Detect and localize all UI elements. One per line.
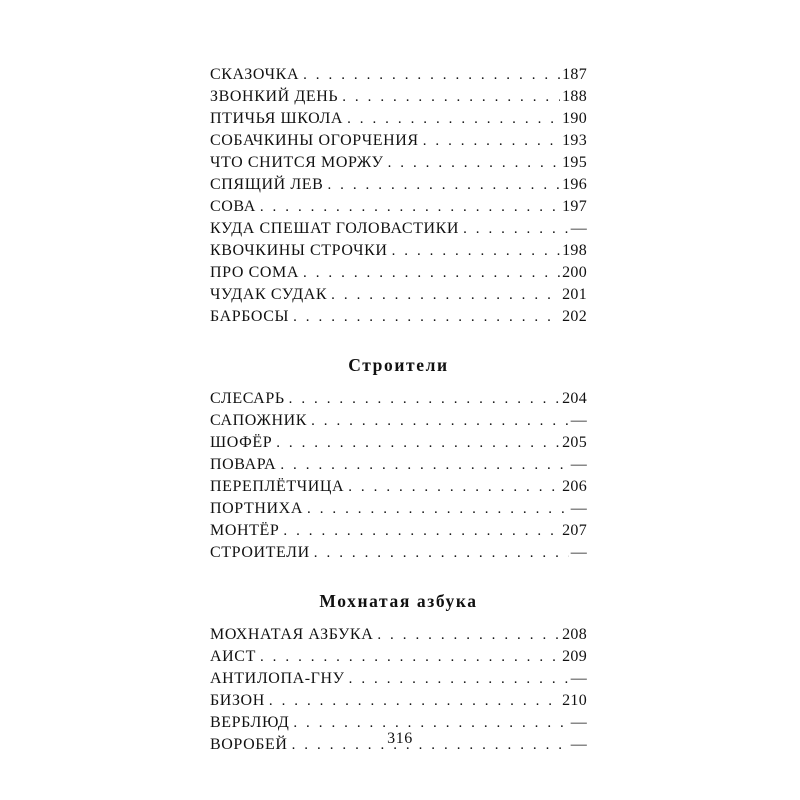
- toc-entry: [210, 542, 587, 564]
- page-number: 316: [387, 730, 413, 747]
- toc-entry: [210, 108, 587, 130]
- toc-entry-title: ПОРТНИХА: [210, 500, 303, 517]
- toc-entry-title: ПРО СОМА: [210, 264, 300, 281]
- toc-entry: [210, 240, 587, 262]
- toc-entry-title: АНТИЛОПА-ГНУ: [210, 670, 345, 687]
- toc-entry-page: —: [570, 544, 587, 561]
- toc-entry-title: ПЕРЕПЛЁТЧИЦА: [210, 478, 345, 495]
- toc-entry-title: СКАЗОЧКА: [210, 66, 300, 83]
- toc-entry-page: 200: [562, 264, 587, 281]
- toc-entry-title: САПОЖНИК: [210, 412, 308, 429]
- dot-leader: [307, 498, 569, 520]
- toc-entry-page: 190: [562, 110, 587, 127]
- toc-entry-page: 187: [562, 66, 587, 83]
- toc-entry-page: 208: [562, 626, 587, 643]
- toc-entry-page: —: [570, 412, 587, 429]
- toc-entry-page: 204: [562, 390, 587, 407]
- toc-entry: [210, 476, 587, 498]
- toc-entry-title: МОНТЁР: [210, 522, 280, 539]
- toc-entry: [210, 152, 587, 174]
- toc-entry-page: —: [570, 736, 587, 753]
- dot-leader: [377, 624, 560, 646]
- toc-entry: [210, 196, 587, 218]
- toc-entry-title: ПТИЧЬЯ ШКОЛА: [210, 110, 344, 127]
- toc-entry-page: 195: [562, 154, 587, 171]
- toc-entry-page: 198: [562, 242, 587, 259]
- toc-entry-page: 205: [562, 434, 587, 451]
- toc-entry-page: 193: [562, 132, 587, 149]
- toc-entry: [210, 174, 587, 196]
- dot-leader: [388, 152, 561, 174]
- dot-leader: [314, 542, 569, 564]
- toc-entry-page: 201: [562, 286, 587, 303]
- toc-entry-title: МОХНАТАЯ АЗБУКА: [210, 626, 374, 643]
- dot-leader: [348, 476, 560, 498]
- toc-entry-title: СОБАЧКИНЫ ОГОРЧЕНИЯ: [210, 132, 419, 149]
- toc-entry-title: ЧУДАК СУДАК: [210, 286, 328, 303]
- dot-leader: [327, 174, 560, 196]
- toc-entry-page: —: [570, 714, 587, 731]
- section-heading-alphabet: Мохнатая азбука: [319, 591, 478, 611]
- toc-entry-page: —: [570, 220, 587, 237]
- dot-leader: [423, 130, 560, 152]
- toc-entry-title: ВОРОБЕЙ: [210, 736, 288, 753]
- toc-entry: [210, 130, 587, 152]
- dot-leader: [289, 388, 560, 410]
- toc-list-builders: [210, 388, 587, 564]
- toc-entry: [210, 306, 587, 328]
- toc-entry: [210, 454, 587, 476]
- toc-entry: [210, 624, 587, 646]
- toc-entry-title: БАРБОСЫ: [210, 308, 290, 325]
- toc-entry-page: —: [570, 456, 587, 473]
- dot-leader: [349, 668, 569, 690]
- section-heading-builders: Строители: [348, 355, 449, 375]
- dot-leader: [260, 196, 560, 218]
- toc-entry-title: ЧТО СНИТСЯ МОРЖУ: [210, 154, 384, 171]
- toc-entry: [210, 284, 587, 306]
- toc-entry: [210, 498, 587, 520]
- dot-leader: [311, 410, 569, 432]
- dot-leader: [331, 284, 560, 306]
- toc-entry-page: 207: [562, 522, 587, 539]
- dot-leader: [260, 646, 560, 668]
- toc-entry-title: БИЗОН: [210, 692, 265, 709]
- dot-leader: [276, 432, 560, 454]
- toc-entry: [210, 64, 587, 86]
- toc-entry: [210, 646, 587, 668]
- toc-entry-title: ВЕРБЛЮД: [210, 714, 290, 731]
- dot-leader: [293, 306, 560, 328]
- toc-entry-page: 197: [562, 198, 587, 215]
- toc-entry-page: 206: [562, 478, 587, 495]
- toc-entry-title: КУДА СПЕШАТ ГОЛОВАСТИКИ: [210, 220, 460, 237]
- toc-entry: [210, 432, 587, 454]
- toc-entry-title: КВОЧКИНЫ СТРОЧКИ: [210, 242, 388, 259]
- toc-entry-page: 210: [562, 692, 587, 709]
- toc-entry-title: АИСТ: [210, 648, 256, 665]
- toc-entry-title: СЛЕСАРЬ: [210, 390, 285, 407]
- dot-leader: [303, 64, 560, 86]
- dot-leader: [347, 108, 560, 130]
- toc-entry-title: СОВА: [210, 198, 256, 215]
- toc-entry-page: —: [570, 500, 587, 517]
- toc-entry-title: СПЯЩИЙ ЛЕВ: [210, 176, 324, 193]
- dot-leader: [280, 454, 568, 476]
- toc-entry-page: 202: [562, 308, 587, 325]
- table-of-contents: [210, 64, 587, 756]
- dot-leader: [392, 240, 561, 262]
- toc-list-top: [210, 64, 587, 328]
- dot-leader: [303, 262, 560, 284]
- toc-entry: [210, 690, 587, 712]
- dot-leader: [283, 520, 560, 542]
- dot-leader: [269, 690, 560, 712]
- toc-entry-page: 209: [562, 648, 587, 665]
- toc-entry: [210, 218, 587, 240]
- toc-entry-title: ШОФЁР: [210, 434, 273, 451]
- dot-leader: [463, 218, 569, 240]
- toc-entry-title: СТРОИТЕЛИ: [210, 544, 310, 561]
- toc-entry-page: —: [570, 670, 587, 687]
- toc-entry-title: ПОВАРА: [210, 456, 277, 473]
- toc-entry: [210, 262, 587, 284]
- toc-entry: [210, 520, 587, 542]
- toc-entry-page: 188: [562, 88, 587, 105]
- toc-entry: [210, 388, 587, 410]
- toc-entry: [210, 410, 587, 432]
- dot-leader: [342, 86, 560, 108]
- toc-entry-title: ЗВОНКИЙ ДЕНЬ: [210, 88, 339, 105]
- toc-entry-page: 196: [562, 176, 587, 193]
- toc-entry: [210, 668, 587, 690]
- toc-entry: [210, 86, 587, 108]
